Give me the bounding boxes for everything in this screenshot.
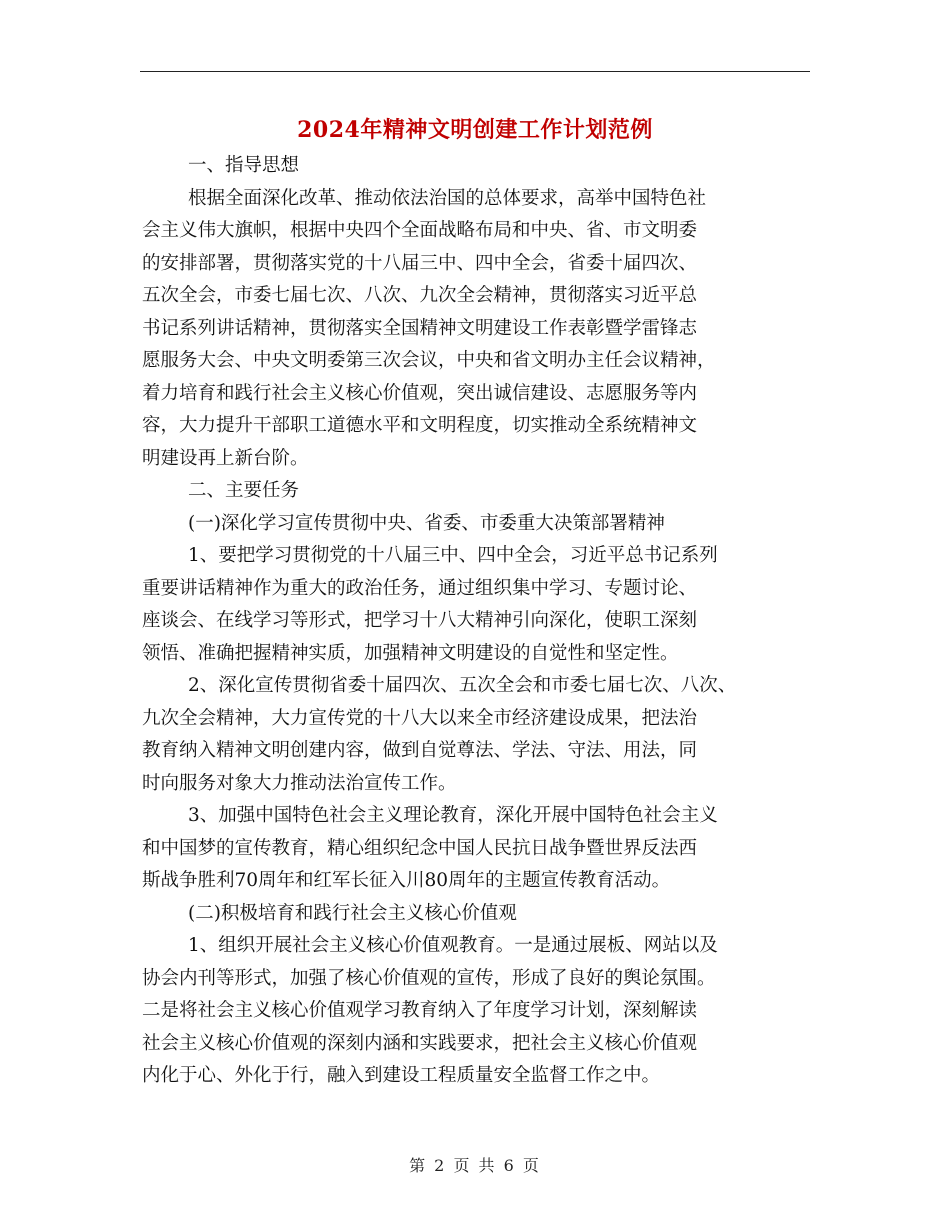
paragraph-line: 内化于心、外化于行，融入到建设工程质量安全监督工作之中。 — [142, 1065, 661, 1086]
paragraph-line: 根据全面深化改革、推动依法治国的总体要求，高举中国特色社 — [188, 187, 707, 209]
page-number: 第 2 页 共 6 页 — [409, 1156, 541, 1175]
paragraph-line: 3、加强中国特色社会主义理论教育，深化开展中国特色社会主义 — [188, 805, 718, 826]
paragraph-line: 二、主要任务 — [188, 480, 300, 501]
paragraph-line: 着力培育和践行社会主义核心价值观，突出诚信建设、志愿服务等内 — [142, 382, 698, 404]
paragraph-line: 1、要把学习贯彻党的十八届三中、四中全会，习近平总书记系列 — [188, 545, 718, 566]
paragraph-line: 明建设再上新台阶。 — [142, 447, 309, 469]
paragraph-line: 2、深化宣传贯彻省委十届四次、五次全会和市委七届七次、八次、 — [188, 675, 737, 696]
paragraph-line: 容，大力提升干部职工道德水平和文明程度，切实推动全系统精神文 — [142, 415, 698, 436]
paragraph-line: 愿服务大会、中央文明委第三次会议，中央和省文明办主任会议精神， — [142, 350, 716, 371]
paragraph-line: 九次全会精神，大力宣传党的十八大以来全市经济建设成果，把法治 — [142, 707, 698, 729]
paragraph-line: 座谈会、在线学习等形式，把学习十八大精神引向深化，使职工深刻 — [142, 610, 698, 631]
paragraph-line: 协会内刊等形式，加强了核心价值观的宣传，形成了良好的舆论氛围。 — [142, 967, 716, 989]
paragraph-line: 和中国梦的宣传教育，精心组织纪念中国人民抗日战争暨世界反法西 — [142, 837, 698, 859]
paragraph-line: 斯战争胜利70周年和红军长征入川80周年的主题宣传教育活动。 — [142, 870, 671, 891]
paragraph-line: 社会主义核心价值观的深刻内涵和实践要求，把社会主义核心价值观 — [142, 1032, 698, 1054]
paragraph-line: 领悟、准确把握精神实质，加强精神文明建设的自觉性和坚定性。 — [142, 642, 679, 664]
paragraph-line: 教育纳入精神文明创建内容，做到自觉尊法、学法、守法、用法，同 — [142, 740, 698, 761]
paragraph-line: 会主义伟大旗帜，根据中央四个全面战略布局和中央、省、市文明委 — [142, 220, 698, 241]
paragraph-line: 一、指导思想 — [188, 155, 300, 176]
header-rule — [140, 71, 810, 72]
paragraph-line: 时向服务对象大力推动法治宣传工作。 — [142, 772, 457, 794]
document-body — [142, 150, 812, 1093]
paragraph-line: 的安排部署，贯彻落实党的十八届三中、四中全会，省委十届四次、 — [142, 252, 698, 274]
paragraph-line: 书记系列讲话精神，贯彻落实全国精神文明建设工作表彰暨学雷锋志 — [142, 317, 698, 339]
paragraph-line: 二是将社会主义核心价值观学习教育纳入了年度学习计划，深刻解读 — [142, 1000, 698, 1021]
paragraph-line: (一)深化学习宣传贯彻中央、省委、市委重大决策部署精神 — [188, 512, 665, 534]
paragraph-line: 重要讲话精神作为重大的政治任务，通过组织集中学习、专题讨论、 — [142, 577, 698, 599]
paragraph-line: 五次全会，市委七届七次、八次、九次全会精神，贯彻落实习近平总 — [142, 285, 698, 306]
paragraph-line: 1、组织开展社会主义核心价值观教育。一是通过展板、网站以及 — [188, 935, 718, 956]
document-title: 2024年精神文明创建工作计划范例 — [297, 117, 653, 143]
paragraph-line: (二)积极培育和践行社会主义核心价值观 — [188, 902, 517, 924]
